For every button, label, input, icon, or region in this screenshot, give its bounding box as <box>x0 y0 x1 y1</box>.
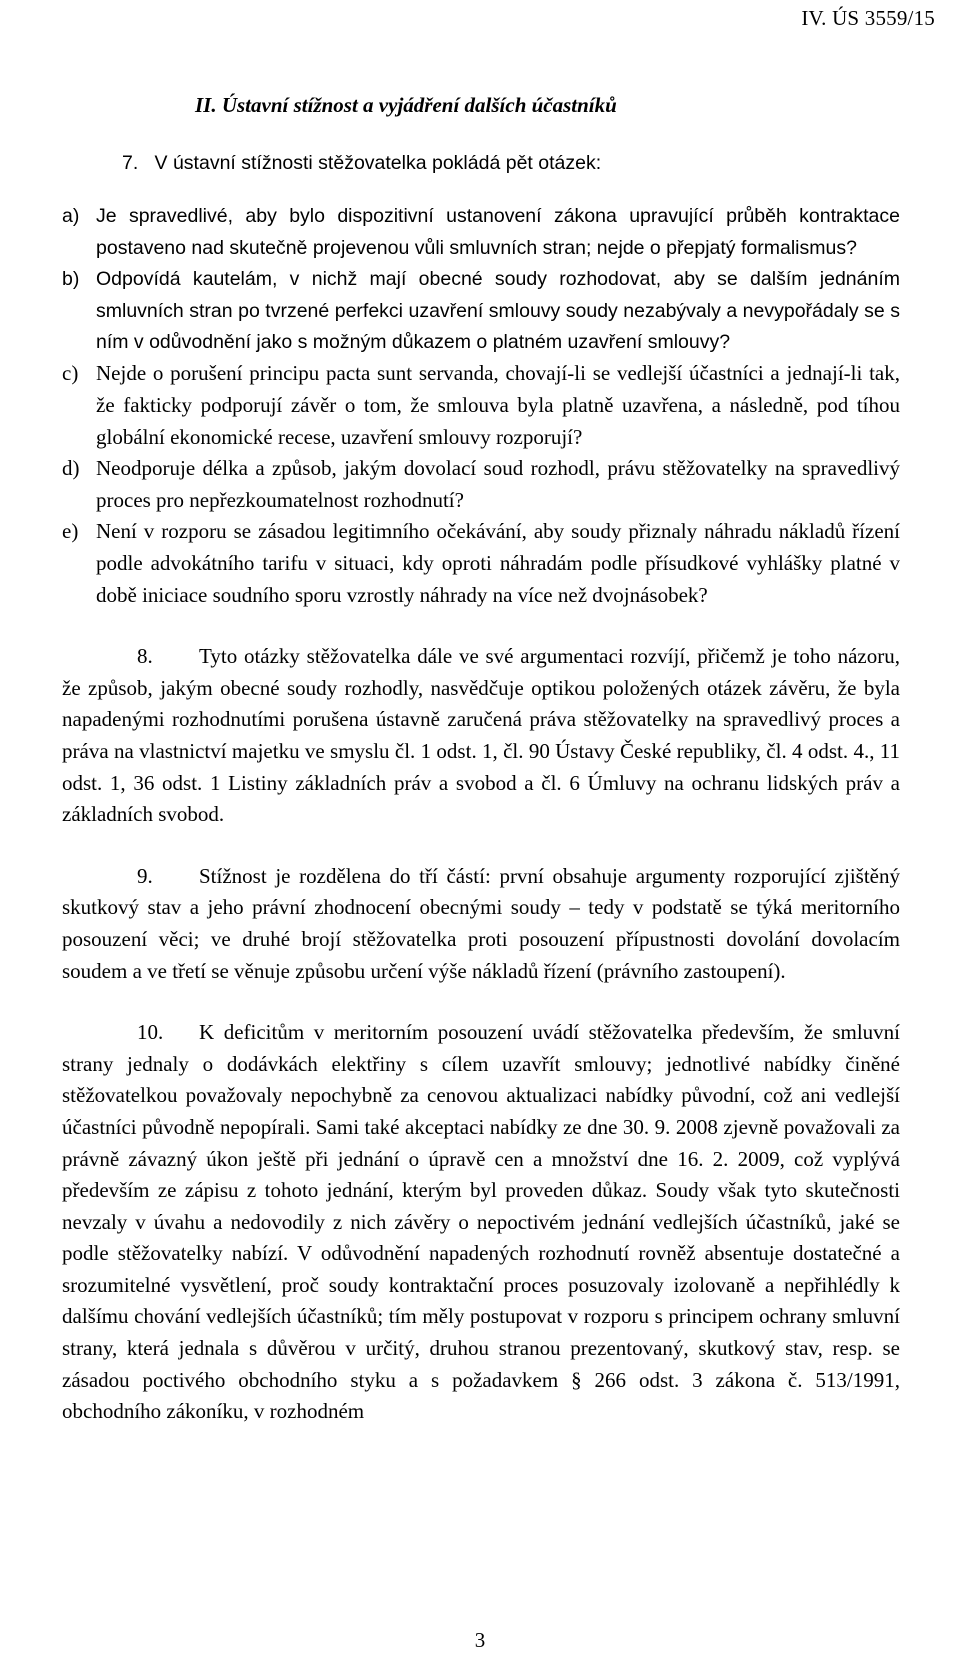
paragraph-number: 9. <box>137 863 153 888</box>
case-number: IV. ÚS 3559/15 <box>801 6 935 30</box>
question-letter: c) <box>62 361 79 386</box>
paragraph-7-text: V ústavní stížnosti stěžovatelka pokládá pět otázek: <box>154 152 602 174</box>
section-heading: II. Ústavní stížnost a vyjádření dalších účastníků <box>195 93 617 117</box>
question-text: Odpovídá kautelám, v nichž mají obecné soudy rozhodovat, aby se dalším jednáním smluvních stran po tvrzené perfekci uzavření smlouvy soudy nezabývaly a nevypořádaly se s ním v odůvodnění jako s možným důkazem o platném uzavření smlouvy? <box>96 268 900 354</box>
question-e <box>62 516 900 611</box>
paragraph-10 <box>62 1017 900 1428</box>
question-b <box>62 264 900 358</box>
question-text: Neodporuje délka a způsob, jakým dovolací soud rozhodl, právu stěžovatelky na spravedlivý proces pro nepřezkoumatelnost rozhodnutí? <box>96 456 900 512</box>
question-letter: a) <box>62 205 80 228</box>
question-c <box>62 358 900 453</box>
paragraph-number: 8. <box>137 644 153 669</box>
question-text: Nejde o porušení principu pacta sunt servanda, chovají-li se vedlejší účastníci a jednají-li tak, že fakticky podporují závěr o tom, že smlouva byla platně uzavřena, a následně, pod tíhou globální ekonomické recese, uzavření smlouvy rozporují? <box>96 361 900 449</box>
paragraph-9 <box>62 861 900 987</box>
question-a <box>62 201 900 264</box>
question-letter: b) <box>62 268 80 291</box>
document-body <box>62 148 900 1428</box>
paragraph-7-number: 7. <box>122 152 139 174</box>
question-text: Je spravedlivé, aby bylo dispozitivní ustanovení zákona upravující průběh kontraktace postaveno nad skutečně projevenou vůli smluvních stran; nejde o přepjatý formalismus? <box>96 205 900 259</box>
question-letter: d) <box>62 456 80 481</box>
paragraph-text: Stížnost je rozdělena do tří částí: první obsahuje argumenty rozporující zjištěný skutkový stav a jeho právní zhodnocení obecnými soudy – tedy v podstatě se týká meritorního posouzení věci; ve druhé brojí stěžovatelka proti posouzení přípustnosti dovolání dovolacím soudem a ve třetí se věnuje způsobu určení výše nákladů řízení (právního zastoupení). <box>62 863 900 983</box>
paragraph-8 <box>62 641 900 831</box>
question-letter: e) <box>62 519 79 544</box>
paragraph-number: 10. <box>137 1020 164 1045</box>
question-d <box>62 453 900 516</box>
page-number: 3 <box>474 1628 486 1652</box>
question-text: Není v rozporu se zásadou legitimního očekávání, aby soudy přiznaly náhradu nákladů řízení podle advokátního tarifu v situaci, kdy oproti náhradám podle přísudkové vyhlášky platné v době iniciace soudního sporu vzrostly náhrady na více než dvojnásobek? <box>96 519 900 607</box>
paragraph-text: K deficitům v meritorním posouzení uvádí stěžovatelka především, že smluvní strany jednaly o dodávkách elektřiny s cílem uzavřít smlouvy; jednotlivé nabídky činěné stěžovatelkou považovaly nepochybně za cenovou aktualizaci nabídky původní, což ani vedlejší účastníci původně nepopírali. Sami také akceptaci nabídky ze dne 30. 9. 2008 zjevně považovali za právně závazný úkon ještě při jednání o úpravě cen a množství dne 16. 2. 2009, což vyplývá především ze zápisu z tohoto jednání, kterým byl proveden důkaz. Soudy však tyto skutečnosti nevzaly v úvahu a nedovodily z nich závěry o nepoctivém jednání vedlejších účastníků, jaké se podle stěžovatelky nabízí. V odůvodnění napadených rozhodnutí rovněž absentuje dostatečné a srozumitelné vysvětlení, proč soudy kontraktační proces posuzovaly izolovaně a nepřihlédly k dalšímu chování vedlejších účastníků; tím měly postupovat v rozporu s principem ochrany smluvní strany, která jednala s důvěrou v určitý, druhou stranou prezentovaný, skutkový stav, resp. se zásadou poctivého obchodního styku a s požadavkem § 266 odst. 3 zákona č. 513/1991, obchodního zákoníku, v rozhodném <box>62 1020 900 1424</box>
paragraph-text: Tyto otázky stěžovatelka dále ve své argumentaci rozvíjí, přičemž je toho názoru, že způsob, jakým obecné soudy rozhodly, nasvědčuje optikou položených otázek závěru, že byla napadenými rozhodnutími porušena ústavně zaručená práva stěžovatelky na spravedlivý proces a práva na vlastnictví majetku ve smyslu čl. 1 odst. 1, čl. 90 Ústavy České republiky, čl. 4 odst. 4., 11 odst. 1, 36 odst. 1 Listiny základních práv a svobod a čl. 6 Úmluvy na ochranu lidských práv a základních svobod. <box>62 644 900 827</box>
paragraph-7-intro <box>62 148 900 179</box>
